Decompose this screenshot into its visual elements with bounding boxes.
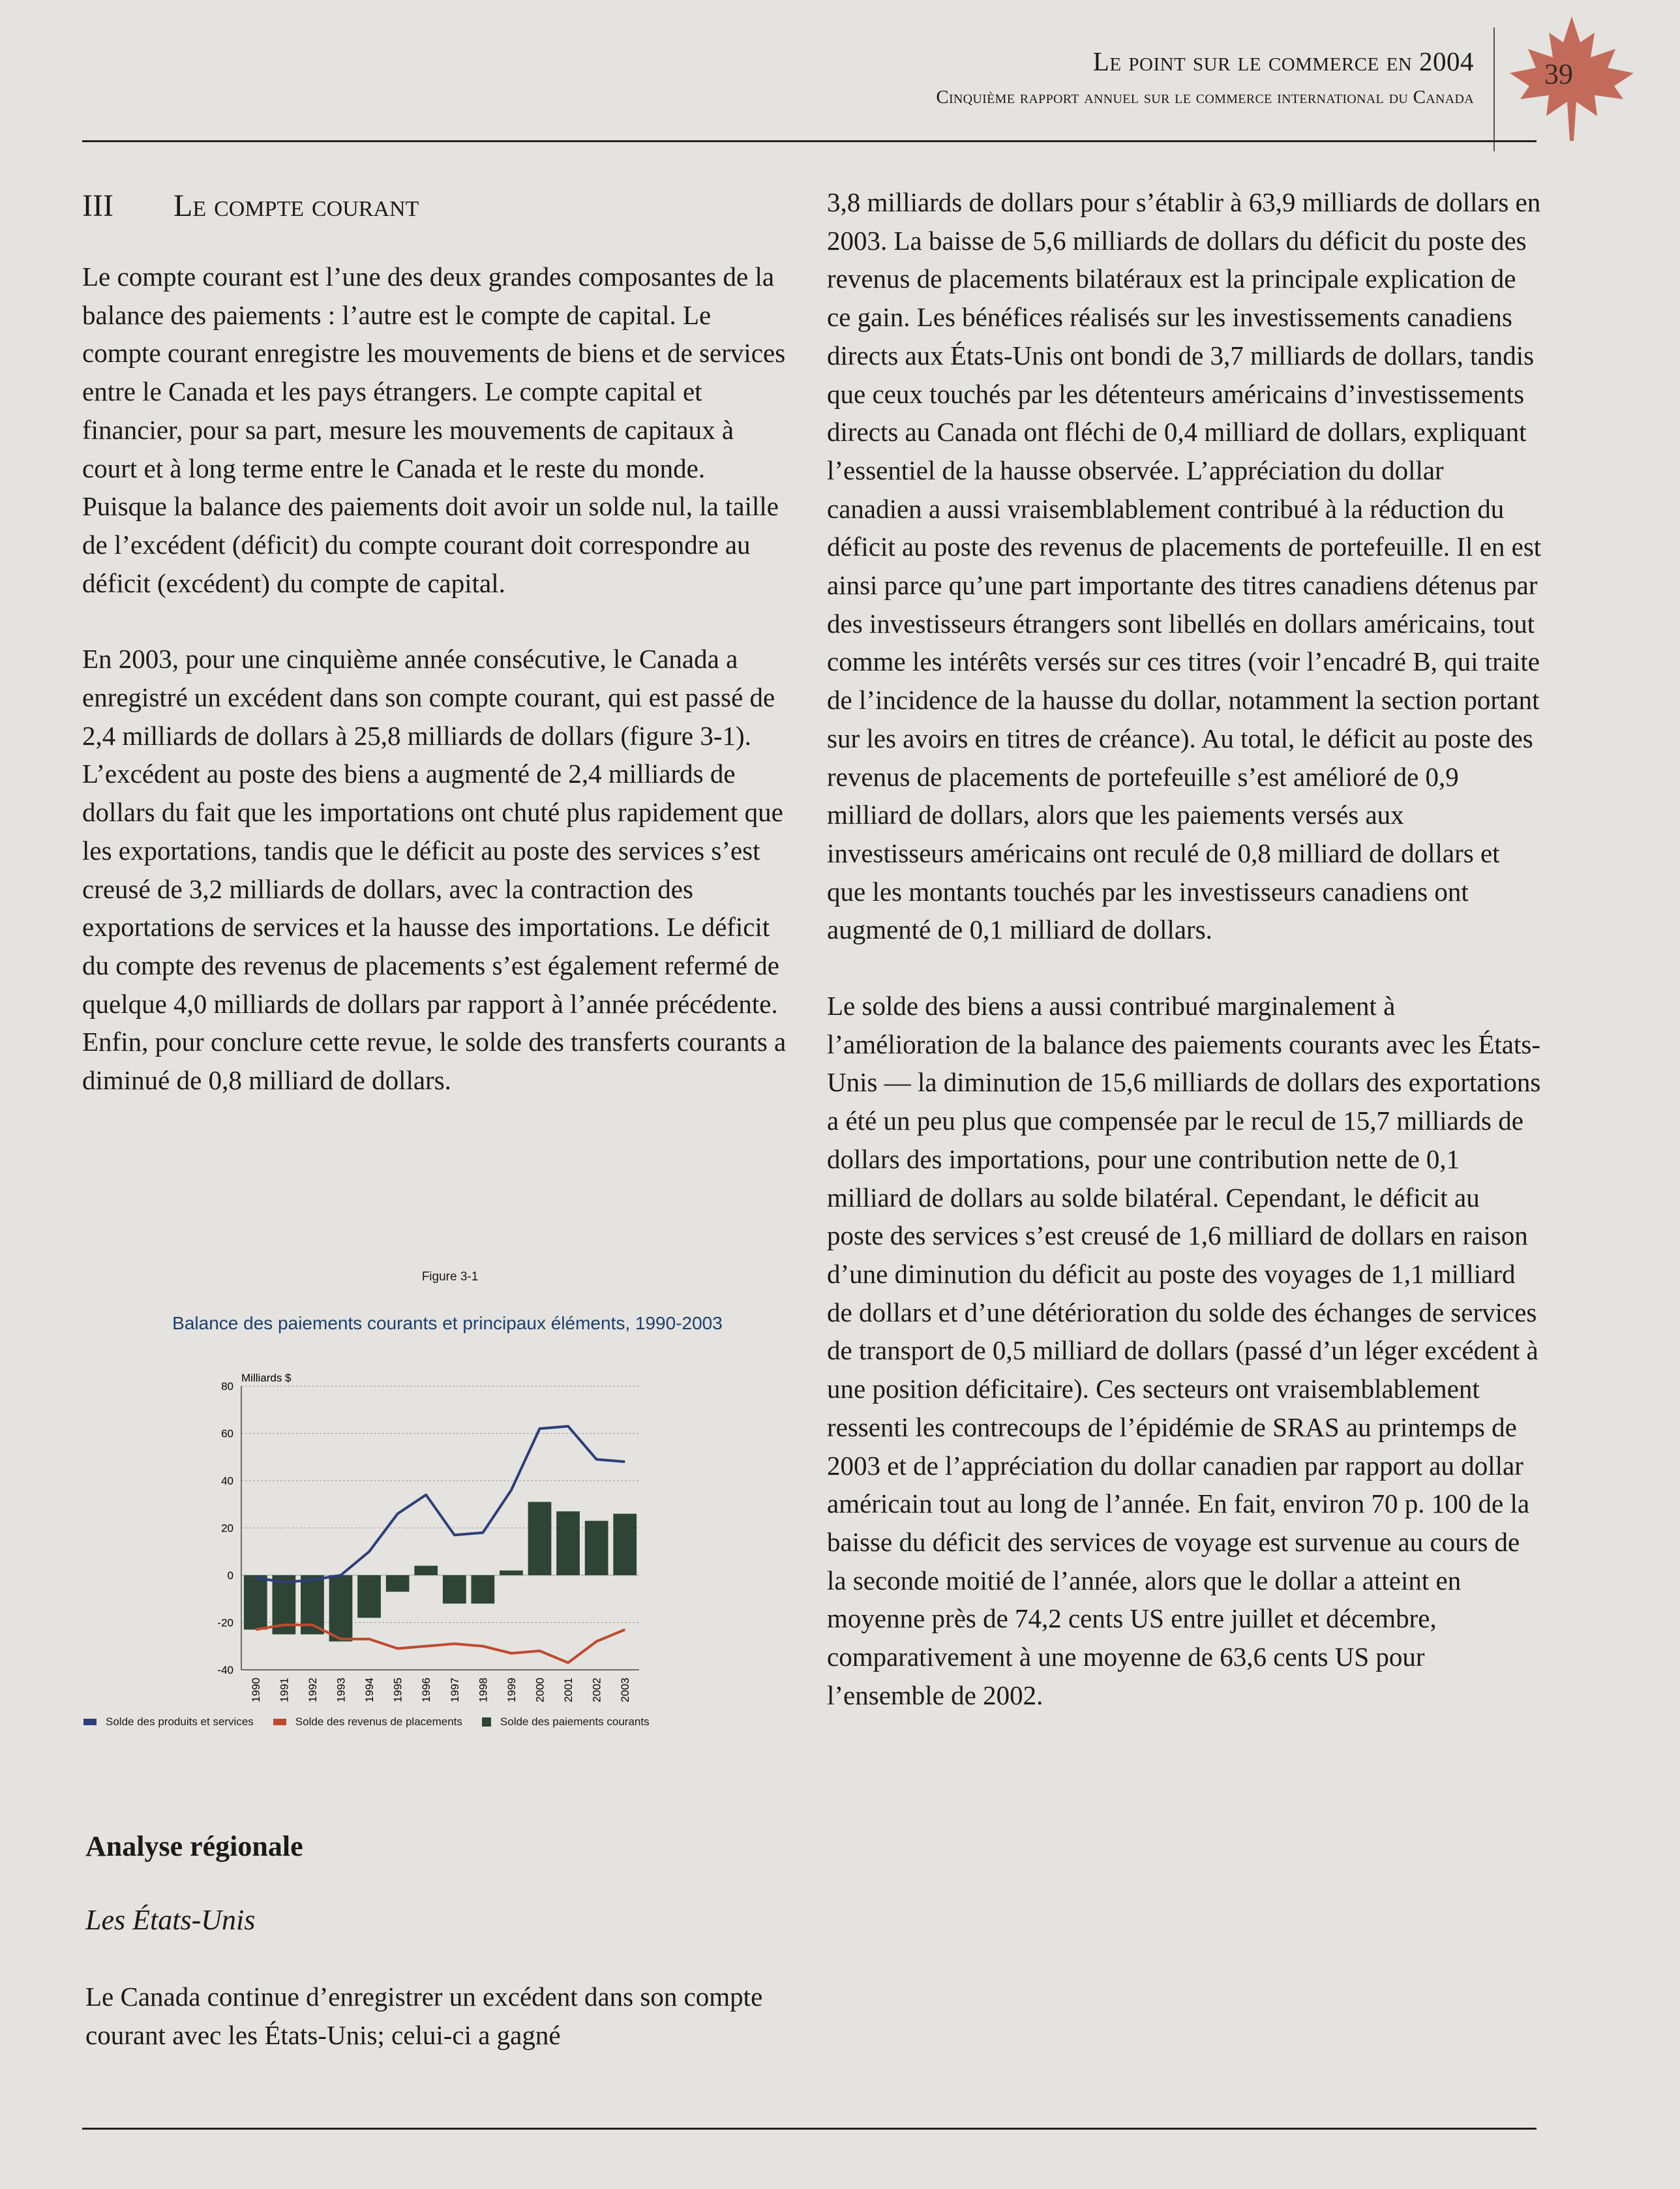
footer-rule — [82, 2128, 1537, 2130]
section-number: III — [82, 189, 113, 223]
x-tick-label: 1996 — [420, 1678, 433, 1702]
bar — [613, 1514, 637, 1575]
paragraph: Le solde des biens a aussi contribué marginalement à l’amélioration de la balance des paiements courants avec les États-Unis — la diminution de 15,6 milliards de dollars des exportations a été un peu plus que compensée par le recul de 15,7 milliards de dollars des importations, pour une contribution nette de 0,1 milliard de dollars au solde bilatéral. Cependant, le déficit au poste des services s’est creusé de 1,6 milliard de dollars en raison d’une diminution du déficit au poste des voyages de 1,1 milliard de dollars et d’une détérioration du solde des échanges de services de transport de 0,5 milliard de dollars (passé d’un léger excédent à une position déficitaire). Ces secteurs ont vraisemblablement ressenti les contrecoups de l’épidémie de SRAS au printemps de 2003 et de l’appréciation du dollar canadien par rapport au dollar américain tout au long de l’année. En fait, environ 70 p. 100 de la baisse du déficit des services de voyage est survenue au cours de la seconde moitié de l’année, alors que le dollar a atteint en moyenne près de 74,2 cents US entre juillet et décembre, comparativement à une moyenne de 63,6 cents US pour l’ensemble de 2002. — [827, 991, 1541, 1710]
figure-label: Figure 3-1 — [421, 1270, 479, 1284]
x-tick-label: 1998 — [477, 1678, 490, 1702]
y-axis-label: Milliards $ — [241, 1372, 292, 1384]
y-tick-label: -40 — [217, 1664, 233, 1676]
x-tick-label: 2003 — [619, 1678, 632, 1702]
bar — [528, 1502, 552, 1575]
x-tick-label: 2000 — [533, 1678, 547, 1702]
bar — [244, 1575, 267, 1629]
bar — [357, 1575, 381, 1618]
header-vertical-rule — [1493, 27, 1495, 151]
x-tick-label: 1991 — [278, 1678, 291, 1702]
bar — [471, 1575, 494, 1604]
current-account-chart — [186, 1363, 682, 1729]
bar — [585, 1521, 608, 1575]
regional-subheading: Les États-Unis — [85, 1904, 256, 1936]
x-tick-label: 1992 — [306, 1678, 319, 1702]
legend-label: Solde des revenus de placements — [295, 1715, 462, 1728]
legend-item — [482, 1715, 650, 1729]
y-tick-label: -20 — [217, 1616, 233, 1629]
bar — [500, 1571, 523, 1575]
header-rule — [82, 140, 1537, 142]
paragraph: En 2003, pour une cinquième année consécutive, le Canada a enregistré un excédent dans son compte courant, qui est passé de 2,4 milliards de dollars à 25,8 milliards de dollars (figure 3-1). L’excédent au poste des biens a augmenté de 2,4 milliards de dollars du fait que les importations ont chuté plus rapidement que les exportations, tandis que le déficit au poste des services s’est creusé de 3,2 milliards de dollars, avec la contraction des exportations de services et la hausse des importations. Le déficit du compte des revenus de placements s’est également refermé de quelque 4,0 milliards de dollars par rapport à l’année précédente. Enfin, pour conclure cette revue, le solde des transferts courants a diminué de 0,8 milliard de dollars. — [82, 644, 787, 1096]
bar — [329, 1575, 353, 1642]
page-number: 39 — [1544, 58, 1573, 90]
x-tick-label: 1994 — [363, 1678, 376, 1702]
legend-label: Solde des paiements courants — [500, 1715, 650, 1728]
x-tick-label: 1995 — [391, 1678, 404, 1702]
paragraph: Le compte courant est l’une des deux grandes composantes de la balance des paiements : l’autre est le compte de capital. Le compte courant enregistre les mouvements de biens et de services entre le Canada et les pays étrangers. Le compte capital et financier, pour sa part, mesure les mouvements de capitaux à court et à long terme entre le Canada et le reste du monde. Puisque la balance des paiements doit avoir un solde nul, la taille de l’excédent (déficit) du compte courant doit correspondre au déficit (excédent) du compte de capital. — [82, 262, 786, 598]
y-tick-label: 20 — [221, 1522, 233, 1535]
x-tick-label: 1990 — [249, 1678, 262, 1702]
bars-solde-paiements-courants — [244, 1502, 637, 1642]
x-tick-label: 2002 — [590, 1678, 603, 1702]
bar — [443, 1575, 466, 1604]
y-tick-label: 60 — [221, 1427, 233, 1440]
bar — [386, 1575, 410, 1592]
y-tick-label: 0 — [227, 1569, 233, 1582]
legend-item — [273, 1715, 462, 1729]
y-tick-label: 80 — [221, 1380, 233, 1393]
legend-swatch — [83, 1719, 97, 1725]
left-column — [82, 258, 790, 1100]
section-heading — [82, 188, 419, 224]
legend-item — [83, 1715, 254, 1729]
legend-label: Solde des produits et services — [106, 1715, 254, 1728]
x-tick-label: 1997 — [448, 1678, 461, 1702]
y-tick-label: 40 — [221, 1475, 233, 1487]
x-tick-label: 1993 — [335, 1678, 348, 1702]
running-header-title: Le point sur le commerce en 2004 — [1092, 46, 1474, 76]
section-title: Le compte courant — [173, 189, 419, 223]
bar — [414, 1566, 438, 1576]
regional-heading: Analyse régionale — [85, 1830, 303, 1862]
figure-title: Balance des paiements courants et principaux éléments, 1990-2003 — [172, 1313, 723, 1333]
running-header-subtitle: Cinquième rapport annuel sur le commerce international du Canada — [936, 87, 1474, 108]
x-tick-label: 2001 — [562, 1678, 575, 1702]
y-tick-labels — [217, 1380, 233, 1676]
paragraph: Le Canada continue d’enregistrer un excédent dans son compte courant avec les États-Unis; celui-ci a gagné — [85, 1982, 763, 2050]
chart-legend — [83, 1715, 794, 1729]
bar — [556, 1511, 580, 1575]
x-tick-label: 1999 — [505, 1678, 518, 1702]
right-column — [827, 183, 1542, 1714]
paragraph: 3,8 milliards de dollars pour s’établir à 63,9 milliards de dollars en 2003. La baisse de 5,6 milliards de dollars du déficit du poste des revenus de placements bilatéraux est la principale explication de ce gain. Les bénéfices réalisés sur les investissements canadiens directs aux États-Unis ont bondi de 3,7 milliards de dollars, tandis que ceux touchés par les détenteurs américains d’investissements directs au Canada ont fléchi de 0,4 milliard de dollars, expliquant l’essentiel de la hausse observée. L’appréciation du dollar canadien a aussi vraisemblablement contribué à la réduction du déficit au poste des revenus de placements de portefeuille. Il en est ainsi parce qu’une part importante des titres canadiens détenus par des investisseurs étrangers sont libellés en dollars américains, tout comme les intérêts versés sur ces titres (voir l’encadré B, qui traite de l’incidence de la hausse du dollar, notamment la section portant sur les avoirs en titres de créance). Au total, le déficit au poste des revenus de placements de portefeuille s’est amélioré de 0,9 milliard de dollars, alors que les paiements versés aux investisseurs américains ont reculé de 0,8 milliard de dollars et que les montants touchés par les investisseurs canadiens ont augmenté de 0,1 milliard de dollars. — [827, 187, 1542, 945]
legend-swatch — [482, 1717, 491, 1727]
x-tick-labels — [250, 1678, 631, 1702]
legend-swatch — [273, 1719, 286, 1725]
